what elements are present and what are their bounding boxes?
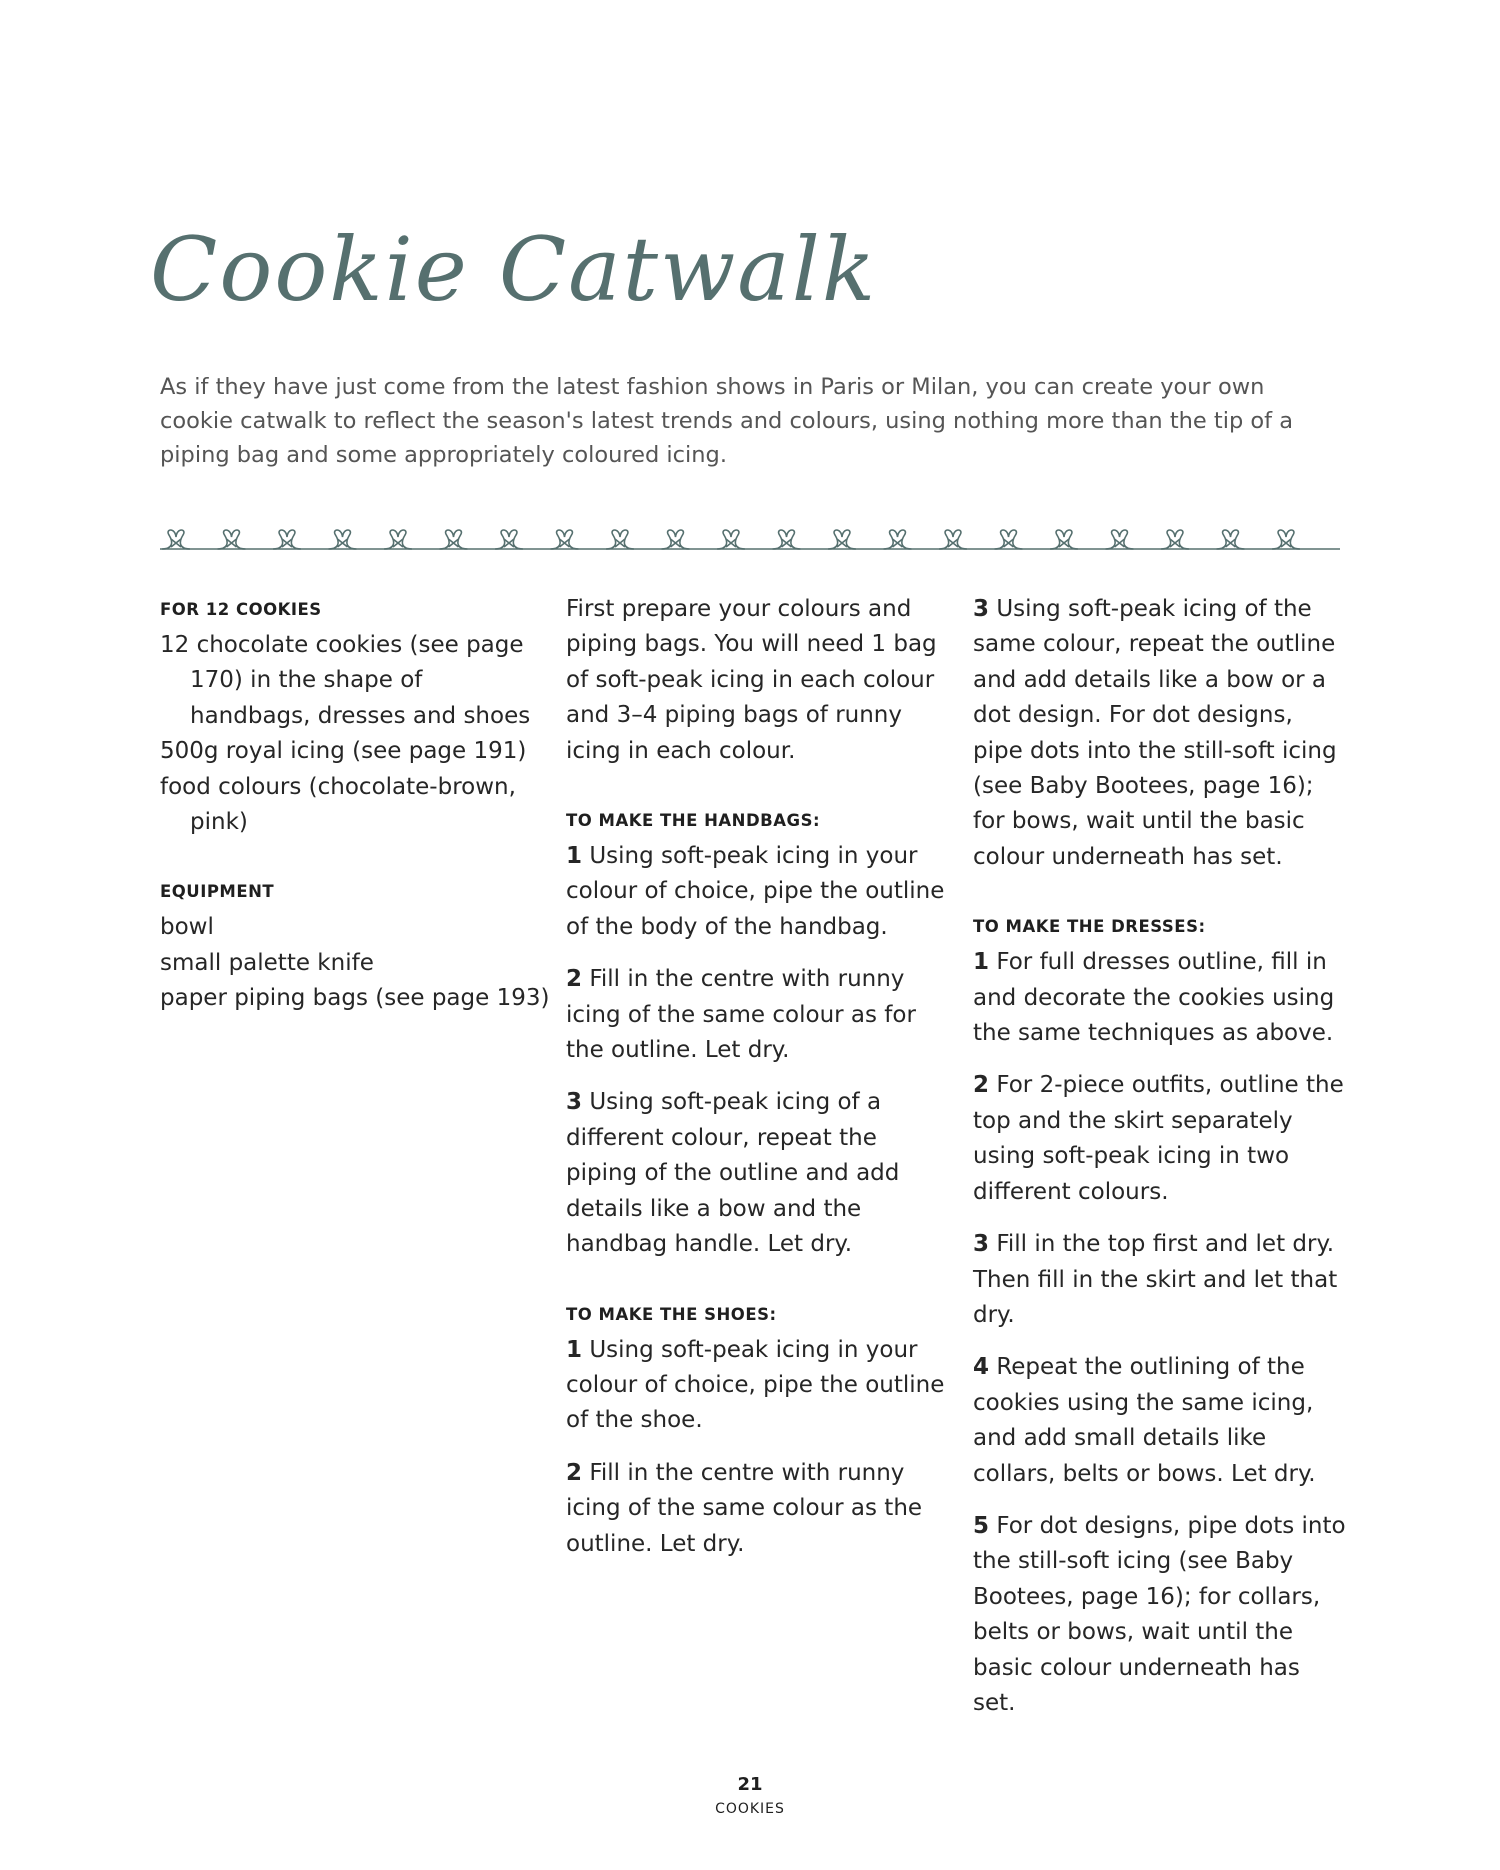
column-ingredients bbox=[160, 592, 550, 1051]
scroll-motif bbox=[995, 530, 1023, 549]
scroll-motif bbox=[162, 530, 190, 549]
scroll-motif bbox=[717, 530, 745, 549]
step-number: 5 bbox=[973, 1512, 990, 1539]
shoe-step bbox=[566, 1456, 951, 1562]
scroll-motif bbox=[1161, 530, 1189, 549]
step-number: 1 bbox=[566, 1336, 583, 1363]
step-text: For dot designs, pipe dots into the still-soft icing (see Baby Bootees, page 16); for collars, belts or bows, wait until the basic colour underneath has set. bbox=[973, 1512, 1346, 1716]
scroll-motif bbox=[440, 530, 468, 549]
dress-step bbox=[973, 1227, 1348, 1333]
scroll-motif bbox=[662, 530, 690, 549]
handbag-step bbox=[566, 962, 951, 1068]
handbag-step bbox=[566, 839, 951, 945]
prep-paragraph: First prepare your colours and piping bags. You will need 1 bag of soft-peak icing in each colour and 3–4 piping bags of runny icing in each colour. bbox=[566, 596, 937, 764]
dress-step bbox=[973, 945, 1348, 1051]
scroll-motif bbox=[1050, 530, 1078, 549]
step-number: 3 bbox=[973, 1231, 990, 1258]
dress-step bbox=[973, 1509, 1348, 1721]
step-text: For full dresses outline, fill in and decorate the cookies using the same techniques as above. bbox=[973, 949, 1335, 1047]
step-text: Repeat the outlining of the cookies using the same icing, and add small details like collars, belts or bows. Let dry. bbox=[973, 1354, 1316, 1487]
equipment-heading: EQUIPMENT bbox=[160, 882, 275, 902]
scroll-motif bbox=[1106, 530, 1134, 549]
step-text: Fill in the centre with runny icing of the same colour as for the outline. Let dry. bbox=[566, 966, 916, 1064]
scroll-motif bbox=[1272, 530, 1300, 549]
page-number: 21 bbox=[737, 1774, 763, 1795]
scroll-motif bbox=[606, 530, 634, 549]
column-method-2 bbox=[973, 592, 1348, 1738]
scroll-motif bbox=[273, 530, 301, 549]
handbag-step bbox=[566, 1085, 951, 1262]
scroll-motif bbox=[939, 530, 967, 549]
step-number: 2 bbox=[973, 1072, 990, 1099]
scroll-motif bbox=[884, 530, 912, 549]
scroll-motif bbox=[1217, 530, 1245, 549]
page-title: Cookie Catwalk bbox=[150, 218, 878, 321]
page-footer bbox=[0, 1772, 1500, 1820]
step-number: 3 bbox=[973, 596, 990, 622]
dress-step bbox=[973, 1350, 1348, 1492]
ingredient-item: food colours (chocolate-brown, pink) bbox=[160, 773, 516, 836]
ingredients-list bbox=[160, 628, 550, 840]
equipment-list bbox=[160, 910, 550, 1016]
ingredient-item: 500g royal icing (see page 191) bbox=[160, 738, 527, 765]
section-name: COOKIES bbox=[715, 1801, 785, 1817]
ingredients-heading: FOR 12 COOKIES bbox=[160, 600, 322, 619]
dresses-heading: TO MAKE THE DRESSES: bbox=[973, 917, 1206, 937]
shoe-step bbox=[566, 1333, 951, 1439]
step-text: Using soft-peak icing in your colour of choice, pipe the outline of the shoe. bbox=[566, 1336, 945, 1434]
scroll-motif bbox=[384, 530, 412, 549]
step-text: Fill in the top first and let dry. Then fill in the skirt and let that dry. bbox=[973, 1231, 1338, 1328]
handbags-heading: TO MAKE THE HANDBAGS: bbox=[566, 811, 821, 831]
divider-motifs bbox=[162, 530, 1300, 549]
equipment-item: small palette knife bbox=[160, 949, 374, 976]
step-text: Using soft-peak icing of a different colour, repeat the piping of the outline and add details like a bow and the handbag handle. Let dry. bbox=[566, 1089, 900, 1258]
scroll-motif bbox=[773, 530, 801, 549]
decorative-scroll-divider bbox=[160, 525, 1340, 559]
step-number: 2 bbox=[566, 966, 583, 993]
step-text: For 2-piece outfits, outline the top and the skirt separately using soft-peak icing in two different colours. bbox=[973, 1072, 1344, 1205]
step-number: 4 bbox=[973, 1354, 990, 1381]
scroll-motif bbox=[828, 530, 856, 549]
step-number: 1 bbox=[566, 843, 583, 870]
scroll-motif bbox=[495, 530, 523, 549]
dress-step bbox=[973, 1068, 1348, 1210]
step-number: 3 bbox=[566, 1089, 583, 1116]
ingredient-item: 12 chocolate cookies (see page 170) in the shape of handbags, dresses and shoes bbox=[160, 632, 531, 729]
equipment-item: paper piping bags (see page 193) bbox=[160, 985, 550, 1012]
equipment-item: bowl bbox=[160, 914, 214, 941]
step-text: Using soft-peak icing in your colour of choice, pipe the outline of the body of the handbag. bbox=[566, 843, 945, 940]
step-number: 1 bbox=[973, 949, 990, 976]
step-text: Fill in the centre with runny icing of the same colour as the outline. Let dry. bbox=[566, 1459, 923, 1557]
step-text: Using soft-peak icing of the same colour, repeat the outline and add details like a bow or a dot design. For dot designs, pipe dots into the still-soft icing (see Baby Bootees, page 16); for bows, wait until the basic colour underneath has set. bbox=[973, 596, 1337, 870]
scroll-motif bbox=[218, 530, 246, 549]
shoes-heading: TO MAKE THE SHOES: bbox=[566, 1304, 777, 1324]
scroll-motif bbox=[551, 530, 579, 549]
shoe-step bbox=[973, 592, 1348, 875]
step-number: 2 bbox=[566, 1459, 583, 1486]
intro-paragraph: As if they have just come from the latest fashion shows in Paris or Milan, you can create your own cookie catwalk to reflect the season's latest trends and colours, using nothing more than the tip of a piping bag and some appropriately coloured icing. bbox=[160, 374, 1294, 468]
column-method-1 bbox=[566, 592, 951, 1579]
scroll-motif bbox=[329, 530, 357, 549]
